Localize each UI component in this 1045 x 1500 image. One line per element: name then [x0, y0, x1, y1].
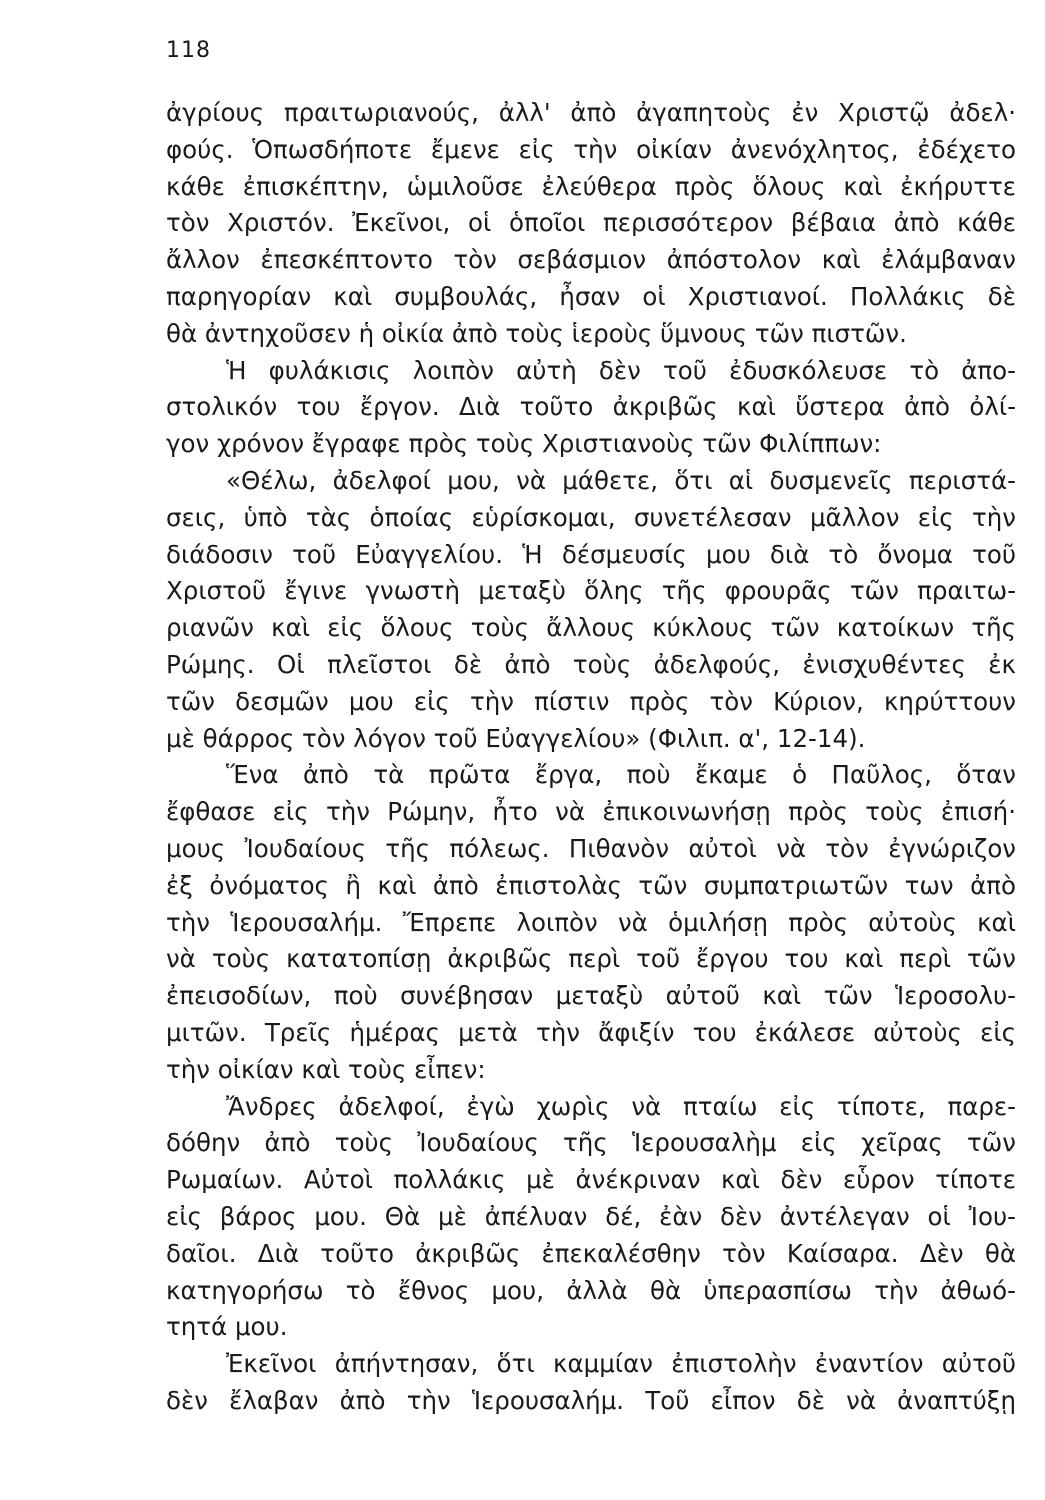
text-line: παρηγορίαν καὶ συμβουλάς, ἦσαν οἱ Χριστιανοί. Πολλάκις δὲ: [166, 281, 1016, 311]
text-line: ἔφθασε εἰς τὴν Ρώμην, ἦτο νὰ ἐπικοινωνήσῃ πρὸς τοὺς ἐπισή·: [166, 797, 1016, 827]
text-line: κάθε ἐπισκέπτην, ὡμιλοῦσε ἐλεύθερα πρὸς ὅλους καὶ ἐκήρυττε: [166, 171, 1016, 201]
body-text: [166, 95, 1016, 1420]
text-line: τὸν Χριστόν. Ἐκεῖνοι, οἱ ὁποῖοι περισσότερον βέβαια ἀπὸ κάθε: [166, 208, 1016, 238]
text-line: Ἄνδρες ἀδελφοί, ἐγὼ χωρὶς νὰ πταίω εἰς τίποτε, παρε-: [226, 1091, 1016, 1121]
text-line: δόθην ἀπὸ τοὺς Ἰουδαίους τῆς Ἱερουσαλὴμ εἰς χεῖρας τῶν: [166, 1128, 1016, 1158]
text-line: γον χρόνον ἔγραφε πρὸς τοὺς Χριστιανοὺς τῶν Φιλίππων:: [166, 429, 882, 459]
text-line: ἀγρίους πραιτωριανούς, ἀλλ' ἀπὸ ἀγαπητοὺς ἐν Χριστῷ ἀδελ·: [166, 98, 1016, 127]
text-line: νὰ τοὺς κατατοπίσῃ ἀκριβῶς περὶ τοῦ ἔργου του καὶ περὶ τῶν: [166, 944, 1016, 974]
text-line: τῶν δεσμῶν μου εἰς τὴν πίστιν πρὸς τὸν Κύριον, κηρύττουν: [166, 686, 1016, 716]
text-line: δαῖοι. Διὰ τοῦτο ἀκριβῶς ἐπεκαλέσθην τὸν Καίσαρα. Δὲν θὰ: [166, 1238, 1016, 1268]
text-line: Χριστοῦ ἔγινε γνωστὴ μεταξὺ ὅλης τῆς φρουρᾶς τῶν πραιτω-: [166, 576, 1016, 606]
text-line: διάδοσιν τοῦ Εὐαγγελίου. Ἡ δέσμευσίς μου διὰ τὸ ὄνομα τοῦ: [166, 539, 1016, 569]
text-line: ἐξ ὀνόματος ἢ καὶ ἀπὸ ἐπιστολὰς τῶν συμπατριωτῶν των ἀπὸ: [166, 870, 1016, 900]
text-line: τὴν Ἱερουσαλήμ. Ἔπρεπε λοιπὸν νὰ ὁμιλήσῃ πρὸς αὐτοὺς καὶ: [166, 907, 1016, 937]
text-line: Ἕνα ἀπὸ τὰ πρῶτα ἔργα, ποὺ ἔκαμε ὁ Παῦλος, ὅταν: [226, 760, 1016, 790]
text-line: μὲ θάρρος τὸν λόγον τοῦ Εὐαγγελίου» (Φιλιπ. α', 12-14).: [166, 723, 866, 753]
page-number: 118: [166, 38, 211, 63]
text-line: ἐπεισοδίων, ποὺ συνέβησαν μεταξὺ αὐτοῦ καὶ τῶν Ἱεροσολυ-: [166, 981, 1016, 1011]
text-line: ἄλλον ἐπεσκέπτοντο τὸν σεβάσμιον ἀπόστολον καὶ ἐλάμβαναν: [166, 245, 1016, 275]
text-line: στολικόν του ἔργον. Διὰ τοῦτο ἀκριβῶς καὶ ὕστερα ἀπὸ ὀλί-: [166, 392, 1016, 422]
text-line: Ἐκεῖνοι ἀπήντησαν, ὅτι καμμίαν ἐπιστολὴν ἐναντίον αὐτοῦ: [226, 1349, 1016, 1379]
text-line: Ἡ φυλάκισις λοιπὸν αὐτὴ δὲν τοῦ ἐδυσκόλευσε τὸ ἀπο-: [226, 355, 1016, 385]
text-line: Ρώμης. Οἱ πλεῖστοι δὲ ἀπὸ τοὺς ἀδελφούς, ἐνισχυθέντες ἐκ: [166, 649, 1016, 679]
text-line: τητά μου.: [166, 1312, 288, 1342]
text-line: τὴν οἰκίαν καὶ τοὺς εἶπεν:: [166, 1054, 486, 1084]
text-line: Ρωμαίων. Αὐτοὶ πολλάκις μὲ ἀνέκριναν καὶ δὲν εὗρον τίποτε: [166, 1165, 1016, 1195]
text-line: εἰς βάρος μου. Θὰ μὲ ἀπέλυαν δέ, ἐὰν δὲν ἀντέλεγαν οἱ Ἰου-: [166, 1201, 1016, 1231]
text-line: φούς. Ὁπωσδήποτε ἔμενε εἰς τὴν οἰκίαν ἀνενόχλητος, ἐδέχετο: [166, 134, 1016, 164]
text-line: κατηγορήσω τὸ ἔθνος μου, ἀλλὰ θὰ ὑπερασπίσω τὴν ἀθωό-: [166, 1275, 1016, 1305]
text-line: «Θέλω, ἀδελφοί μου, νὰ μάθετε, ὅτι αἱ δυσμενεῖς περιστά-: [226, 465, 1016, 495]
text-line: δὲν ἔλαβαν ἀπὸ τὴν Ἱερουσαλήμ. Τοῦ εἶπον δὲ νὰ ἀναπτύξῃ: [166, 1385, 1016, 1415]
text-line: θὰ ἀντηχοῦσεν ἡ οἰκία ἀπὸ τοὺς ἱεροὺς ὕμνους τῶν πιστῶν.: [166, 318, 907, 348]
text-line: ριανῶν καὶ εἰς ὅλους τοὺς ἄλλους κύκλους τῶν κατοίκων τῆς: [166, 613, 1016, 643]
text-line: μιτῶν. Τρεῖς ἡμέρας μετὰ τὴν ἄφιξίν του ἐκάλεσε αὐτοὺς εἰς: [166, 1017, 1016, 1047]
text-line: σεις, ὑπὸ τὰς ὁποίας εὑρίσκομαι, συνετέλεσαν μᾶλλον εἰς τὴν: [166, 502, 1016, 532]
text-line: μους Ἰουδαίους τῆς πόλεως. Πιθανὸν αὐτοὶ νὰ τὸν ἐγνώριζον: [166, 833, 1016, 863]
